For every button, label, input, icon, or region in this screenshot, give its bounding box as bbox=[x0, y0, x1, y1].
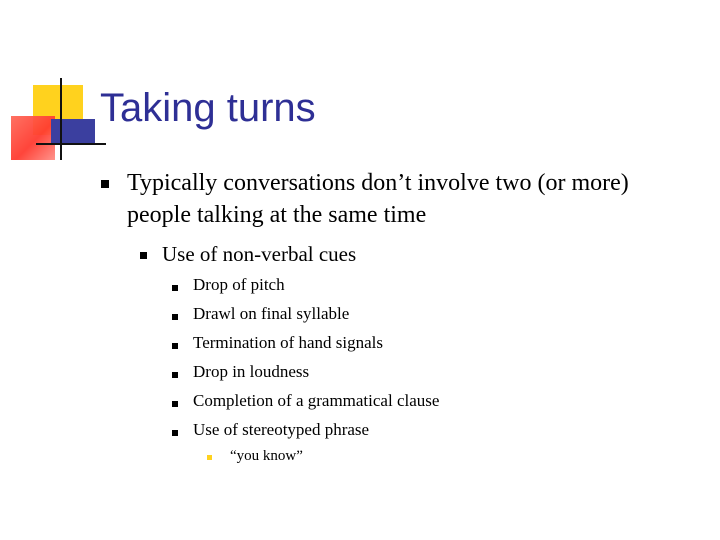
decorative-logo bbox=[0, 0, 120, 170]
slide-title: Taking turns bbox=[100, 86, 316, 130]
logo-horizontal-line bbox=[36, 143, 106, 145]
logo-blue-bar bbox=[51, 119, 95, 145]
bullet-level3: Drawl on final syllable bbox=[193, 304, 350, 323]
bullet-square-icon bbox=[207, 455, 212, 460]
bullet-level3: Use of stereotyped phrase bbox=[193, 420, 370, 439]
bullet-square-icon bbox=[172, 343, 178, 349]
bullet-level1: Typically conversations don’t involve two (or more) people talking at the same time bbox=[127, 170, 629, 228]
bullet-square-icon bbox=[172, 401, 178, 407]
bullet-level4: “you know” bbox=[230, 448, 303, 464]
bullet-level3: Termination of hand signals bbox=[193, 333, 384, 352]
bullet-square-icon bbox=[172, 314, 178, 320]
bullet-square-icon bbox=[101, 180, 109, 188]
bullet-square-icon bbox=[172, 285, 178, 291]
logo-red-square bbox=[11, 116, 55, 160]
bullet-level3: Completion of a grammatical clause bbox=[193, 391, 440, 410]
logo-vertical-line bbox=[60, 78, 62, 160]
bullet-square-icon bbox=[172, 372, 178, 378]
bullet-level3: Drop of pitch bbox=[193, 275, 285, 294]
bullet-level3: Drop in loudness bbox=[193, 362, 310, 381]
bullet-level2: Use of non-verbal cues bbox=[162, 242, 357, 266]
bullet-square-icon bbox=[172, 430, 178, 436]
bullet-square-icon bbox=[140, 252, 147, 259]
